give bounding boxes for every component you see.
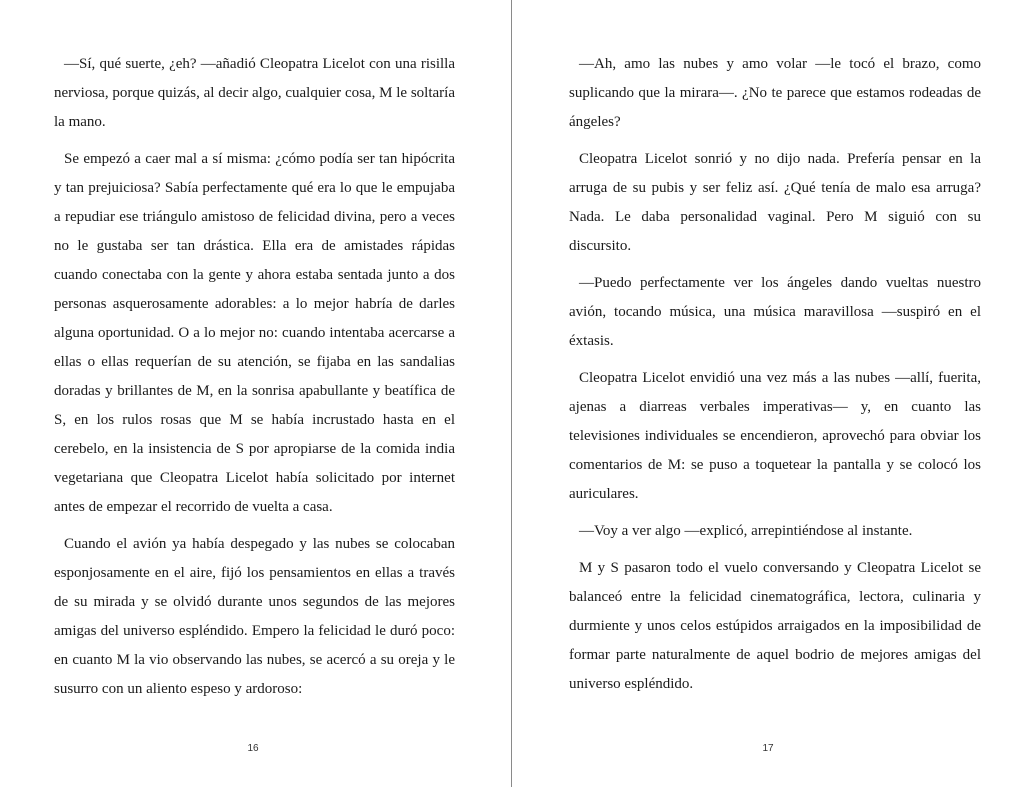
right-page-text bbox=[569, 50, 981, 707]
paragraph: —Sí, qué suerte, ¿eh? —añadió Cleopatra Licelot con una risilla nerviosa, porque quizás, al decir algo, cualquier cosa, M le soltaría la mano. bbox=[54, 56, 455, 130]
left-page-text bbox=[54, 50, 455, 712]
paragraph: Cleopatra Licelot sonrió y no dijo nada. Prefería pensar en la arruga de su pubis y ser feliz así. ¿Qué tenía de malo esa arruga? Nada. Le daba personalidad vaginal. Pero M siguió con su discursito. bbox=[569, 151, 981, 254]
paragraph: —Ah, amo las nubes y amo volar —le tocó el brazo, como suplicando que la mirara—. ¿No te parece que estamos rodeadas de ángeles? bbox=[569, 56, 981, 130]
right-page-number: 17 bbox=[762, 743, 774, 754]
right-page bbox=[512, 0, 1023, 791]
paragraph: M y S pasaron todo el vuelo conversando y Cleopatra Licelot se balanceó entre la felicidad cinematográfica, lectora, culinaria y durmiente y unos celos estúpidos arraigados en la imposibilidad de formar parte naturalmente de aquel bodrio de mejores amigas del universo espléndido. bbox=[569, 560, 981, 692]
paragraph: Cleopatra Licelot envidió una vez más a las nubes —allí, fuerita, ajenas a diarreas verbales imperativas— y, en cuanto las televisiones individuales se encendieron, aprovechó para obviar los comentarios de M: se puso a toquetear la pantalla y se colocó los auriculares. bbox=[569, 370, 981, 502]
paragraph: —Puedo perfectamente ver los ángeles dando vueltas nuestro avión, tocando música, una música maravillosa —suspiró en el éxtasis. bbox=[569, 275, 981, 349]
paragraph: Cuando el avión ya había despegado y las nubes se colocaban esponjosamente en el aire, fijó los pensamientos en ellas a través de su mirada y se olvidó durante unos segundos de las mejores amigas del universo espléndido. Empero la felicidad le duró poco: en cuanto M la vio observando las nubes, se acercó a su oreja y le susurro con un aliento espeso y ardoroso: bbox=[54, 536, 455, 697]
paragraph: —Voy a ver algo —explicó, arrepintiéndose al instante. bbox=[579, 523, 913, 539]
left-page-number: 16 bbox=[247, 743, 259, 754]
left-page bbox=[0, 0, 511, 791]
paragraph: Se empezó a caer mal a sí misma: ¿cómo podía ser tan hipócrita y tan prejuiciosa? Sabía perfectamente qué era lo que le empujaba a repudiar ese triángulo amistoso de felicidad divina, pero a veces no le gustaba ser tan drástica. Ella era de amistades rápidas cuando conectaba con la gente y ahora estaba sentada junto a dos personas asquerosamente adorables: a lo mejor habría de darles alguna oportunidad. O a lo mejor no: cuando intentaba acercarse a ellas o ellas requerían de su atención, se fijaba en las sandalias doradas y brillantes de M, en la sonrisa apabullante y beatífica de S, en los rulos rosas que M se había incrustado hasta en el cerebelo, en la insistencia de S por apropiarse de la comida india vegetariana que Cleopatra Licelot había solicitado por internet antes de empezar el recorrido de vuelta a casa. bbox=[54, 151, 455, 515]
